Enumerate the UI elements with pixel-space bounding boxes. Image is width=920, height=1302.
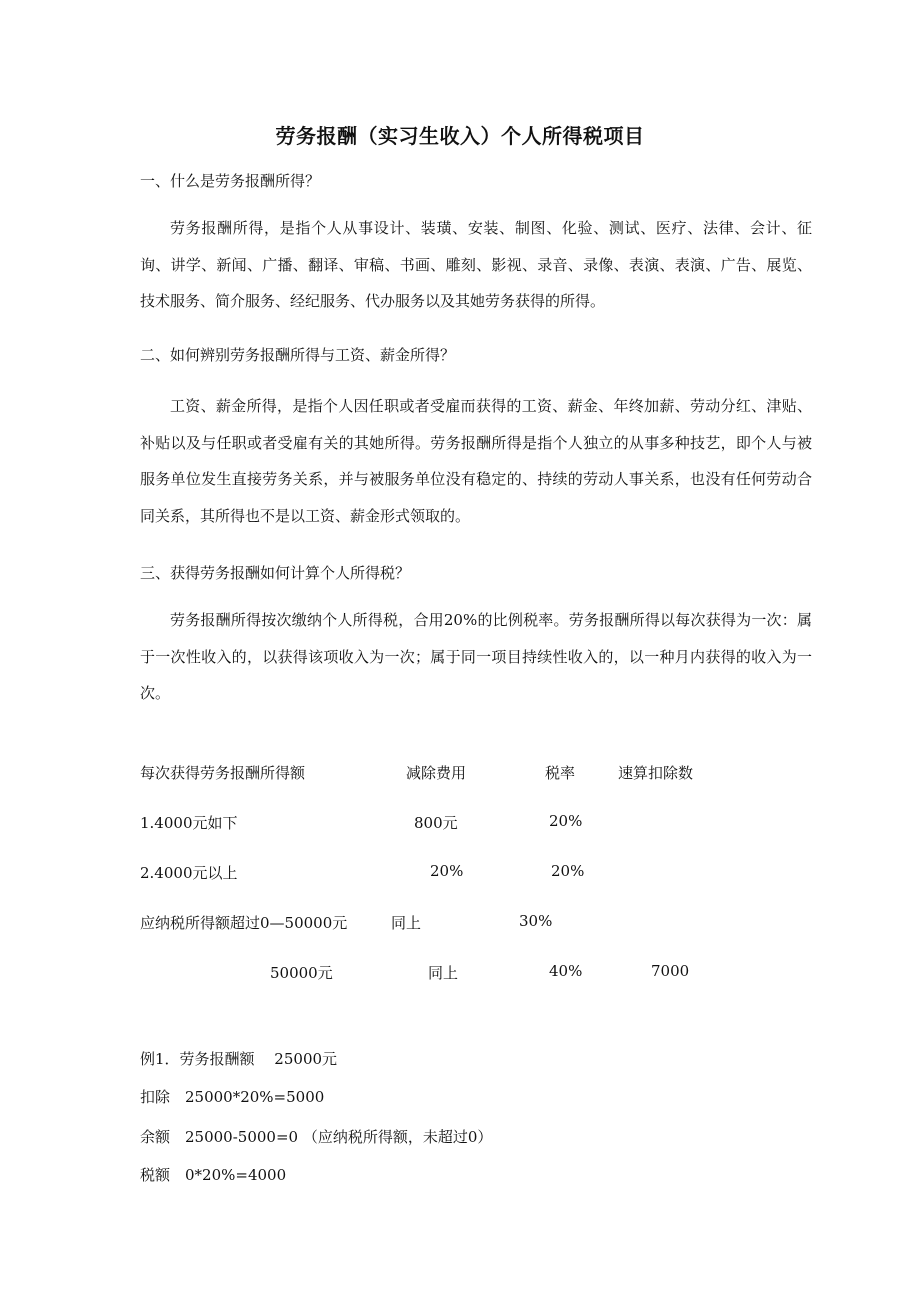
row-4-rate: 40%: [549, 962, 583, 980]
document-title: 劳务报酬（实习生收入）个人所得税项目: [275, 124, 645, 148]
row-4-deduction: 同上: [428, 964, 459, 982]
section-3-heading: 三、获得劳务报酬如何计算个人所得税？: [140, 564, 411, 582]
row-1-income: 1.4000元如下: [140, 814, 238, 832]
example-line-3: 余额 25000-5000=0 （应纳税所得额，未超过0）: [140, 1128, 493, 1146]
section-2-body: 工资、薪金所得，是指个人因任职或者受雇而获得的工资、薪金、年终加薪、劳动分红、津贴、补贴以及与任职或者受雇有关的其她所得。劳务报酬所得是指个人独立的从事多种技艺，即个人与被服务单位发生直接劳务关系，并与被服务单位没有稳定的、持续的劳动人事关系，也没有任何劳动合同关系，其所得也不是以工资、薪金形式领取的。: [140, 397, 812, 525]
row-4-income: 50000元: [270, 964, 333, 982]
section-1-body: 劳务报酬所得，是指个人从事设计、装璜、安装、制图、化验、测试、医疗、法律、会计、征询、讲学、新闻、广播、翻译、审稿、书画、雕刻、影视、录音、录像、表演、表演、广告、展览、技术服务、简介服务、经纪服务、代办服务以及其她劳务获得的所得。: [140, 219, 812, 310]
section-2-heading: 二、如何辨别劳务报酬所得与工资、薪金所得？: [140, 346, 456, 364]
row-2-income: 2.4000元以上: [140, 864, 238, 882]
row-3-rate: 30%: [519, 912, 553, 930]
header-deduction: 减除费用: [406, 764, 467, 782]
row-1-deduction: 800元: [414, 814, 458, 832]
row-4-quick-deduction: 7000: [651, 962, 690, 980]
example-line-2: 扣除 25000*20%=5000: [140, 1088, 325, 1106]
section-1-heading: 一、什么是劳务报酬所得？: [140, 172, 321, 190]
header-quick-deduction: 速算扣除数: [618, 764, 694, 782]
row-2-deduction: 20%: [430, 862, 464, 880]
row-2-rate: 20%: [551, 862, 585, 880]
example-line-4: 税额 0*20%=4000: [140, 1166, 287, 1184]
header-income-amount: 每次获得劳务报酬所得额: [140, 764, 306, 782]
example-line-1: 例1．劳务报酬额 25000元: [140, 1050, 338, 1068]
section-3-body: 劳务报酬所得按次缴纳个人所得税，合用20%的比例税率。劳务报酬所得以每次获得为一次：属于一次性收入的，以获得该项收入为一次；属于同一项目持续性收入的，以一种月内获得的收入为一次。: [140, 611, 812, 702]
header-tax-rate: 税率: [545, 764, 576, 782]
row-1-rate: 20%: [549, 812, 583, 830]
row-3-income: 应纳税所得额超过0—50000元: [140, 914, 348, 932]
row-3-deduction: 同上: [391, 914, 422, 932]
